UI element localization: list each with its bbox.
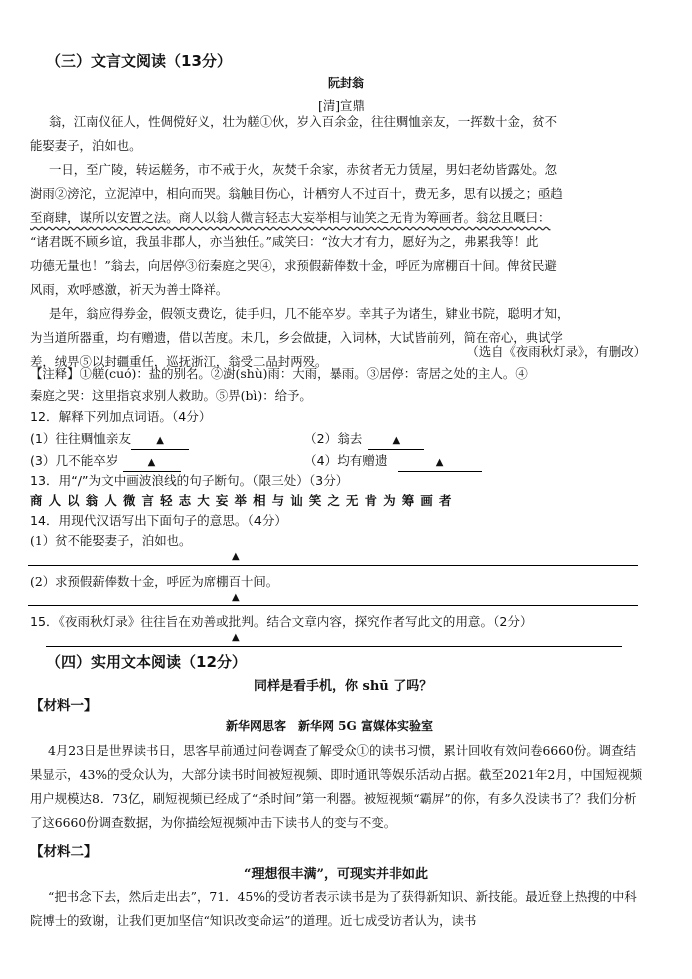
text-line-10: 为当道所器重，均有赠遗，借以苦度。未几，乡会做捷，入词林，大试皆前列，简在帝心，典试学	[30, 330, 563, 345]
q13-sentence: 商人以翁人微言轻志大妄举相与讪笑之无肯为筹画者	[30, 493, 458, 508]
annotation-line-2: 秦庭之哭：这里指哀求别人救助。⑤畀(bì)：给予。	[30, 388, 312, 403]
material-1-label: 【材料一】	[30, 698, 98, 714]
q14-item-2: (2）求预假薪俸数十金，呼匠为席棚百十间。	[30, 574, 279, 589]
question-12: 12．解释下列加点词语。（4分）	[30, 409, 212, 424]
text-line-4: 澍雨②滂沱，立泥淖中，相向而哭。翁触目伤心，计栖穷人不过百十，费无多，思有以援之；亟趋	[30, 186, 563, 201]
q12-item-1-text: (1）往往赒恤亲友	[30, 431, 132, 446]
q12-item-4-text: （4）均有赠遗	[304, 453, 388, 468]
text-line-9: 是年，翁应得券金，假领支费讫，徒手归，几不能卒岁。幸其子为诸生，肄业书院，聪明才知，	[49, 306, 570, 321]
answer-blank[interactable]: ▲	[398, 457, 482, 472]
answer-line[interactable]	[28, 565, 638, 566]
wavy-sentence: 至商肆，谋所以安置之法。商人以翁人微言轻志大妄举相与讪笑之无肯为筹画者。翁忿且嘅曰：	[30, 210, 551, 225]
q14-item-1: (1）贫不能娶妻子，泊如也。	[30, 533, 192, 548]
answer-marker: ▲	[232, 551, 240, 562]
material-2-title: “理想很丰满”，可现实并非如此	[244, 867, 428, 882]
material-1-text: 4月23日是世界读书日，思客早前通过问卷调查了解受众①的读书习惯，累计回收有效问卷6660份。调查结果显示，43%的受众认为，大部分读书时间被短视频、即时通讯等娱乐活动占据。截至2021年2月，中国短视频用户规模达8．73亿，刷短视频已经成了“杀时间”第一利器。被短视频“霸屏”的你，有多久没读书了？我们分析了这6660份调查数据，为你描绘短视频冲击下读书人的变与不变。	[30, 743, 643, 830]
text-line-5-wavy	[30, 206, 550, 230]
question-13: 13．用“/”为文中画波浪线的句子断句。（限三处）（3分）	[30, 473, 349, 488]
author: [清]宣鼎	[318, 98, 365, 113]
answer-blank[interactable]: ▲	[123, 457, 181, 472]
text-line-3: 一日，至广陵，转运艖务，市不戒于火，灰焚千余家，赤贫者无力赁屋，男妇老幼皆露处。忽	[49, 162, 558, 177]
material-2-text: “把书念下去，然后走出去”，71．45%的受访者表示读书是为了获得新知识、新技能。最近登上热搜的中科院博士的致谢，让我们更加坚信“知识改变命运”的道理。近七成受访者认为，读书	[30, 889, 637, 928]
text-line-11: 差，绒畀⑤以封疆重任，巡抚浙江，翁受二品封两殁。	[30, 354, 328, 369]
material-2-label: 【材料二】	[30, 844, 98, 860]
question-14: 14．用现代汉语写出下面句子的意思。（4分）	[30, 513, 288, 528]
answer-line[interactable]	[46, 646, 622, 647]
q12-item-4	[304, 450, 482, 472]
material-1-source: 新华网思客 新华网 5G 富媒体实验室	[226, 719, 433, 733]
answer-marker: ▲	[232, 632, 240, 643]
answer-blank[interactable]: ▲	[368, 435, 424, 450]
text-line-2: 能娶妻子，泊如也。	[30, 138, 142, 153]
answer-line[interactable]	[28, 605, 638, 606]
text-line-8: 风雨，欢呼感激，祈天为善士降祥。	[30, 282, 229, 297]
question-15: 15．《夜雨秋灯录》往往旨在劝善或批判。结合文章内容，探究作者写此文的用意。（2分）	[30, 614, 533, 629]
poem-title: 阮封翁	[328, 76, 365, 90]
annotation-line-1: 【注释】①艖(cuó)：盐的别名。②澍(shù)雨：大雨，暴雨。③居停：寄居之处的主人。④	[30, 366, 528, 381]
section-3-title: （三）文言文阅读（13分）	[46, 52, 232, 70]
q12-item-2-text: （2）翁去	[304, 431, 363, 446]
section-4-title: （四）实用文本阅读（12分）	[46, 653, 247, 671]
answer-blank[interactable]: ▲	[131, 435, 189, 450]
text-line-6: “诸君既不顾乡谊，我虽非郡人，亦当独任。”咸笑曰：“汝大才有力，愿好为之，弗累我等！此	[30, 234, 539, 249]
section-4-main-title: 同样是看手机，你 shū 了吗？	[254, 679, 433, 694]
text-line-1: 翁，江南仪征人，性倜傥好义，壮为艖①伙，岁入百余金，往往赒恤亲友，一挥数十金，贫不	[49, 114, 558, 129]
q12-item-3-text: (3）几不能卒岁	[30, 453, 119, 468]
q12-item-3	[30, 450, 181, 472]
text-line-7: 功德无量也！”翁去，向居停③衍秦庭之哭④，求预假薪俸数十金，呼匠为席棚百十间。俾贫民避	[30, 258, 557, 273]
answer-marker: ▲	[232, 592, 240, 603]
q12-item-1	[30, 428, 189, 450]
source-note: （选自《夜雨秋灯录》，有删改）	[466, 344, 646, 359]
q12-item-2	[304, 428, 424, 450]
